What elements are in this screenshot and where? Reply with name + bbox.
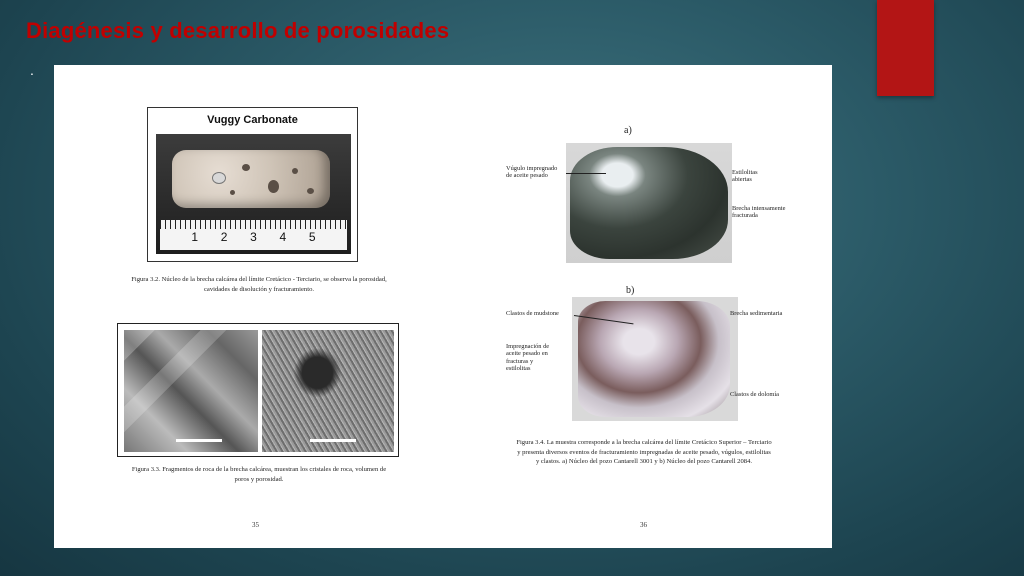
note-impregnacion xyxy=(506,343,549,373)
note-line: fracturada xyxy=(732,212,758,220)
ruler-ticks xyxy=(160,220,347,229)
rock-sample-a xyxy=(566,143,732,263)
note-line: Estilolitas xyxy=(732,169,758,176)
note-line: fracturas y xyxy=(506,357,534,365)
note-clastos-dolomia: Clastos de dolomía xyxy=(730,391,779,398)
scale-bar xyxy=(176,439,222,442)
leader-line xyxy=(566,173,606,174)
rock-sample-b xyxy=(572,297,738,421)
note-clastos-mudstone: Clastos de mudstone xyxy=(506,310,559,317)
core-sample xyxy=(172,150,330,208)
note-line: de aceite pesado xyxy=(506,172,548,180)
vuggy-carbonate-figure xyxy=(147,107,358,262)
note-line: aceite pesado en xyxy=(506,350,548,358)
caption-line: cavidades de disolución y fracturamiento. xyxy=(203,285,315,293)
slide-title: Diagénesis y desarrollo de porosidades xyxy=(26,18,450,43)
ruler-number: 5 xyxy=(308,230,316,244)
note-line: Brecha intensamente xyxy=(732,205,786,212)
core-photo xyxy=(156,134,351,254)
ruler-numbers xyxy=(160,230,347,244)
sem-porosity-image xyxy=(262,330,394,452)
note-vugulo xyxy=(506,165,557,180)
ruler xyxy=(160,220,347,250)
page-number-left: 35 xyxy=(252,521,259,529)
caption-line: poros y porosidad. xyxy=(234,475,284,483)
scanned-document-image xyxy=(54,65,832,548)
sem-crystals-image xyxy=(124,330,258,452)
note-estilolitas xyxy=(732,169,758,184)
figure-label-a: a) xyxy=(624,125,632,136)
bullet-marker: . xyxy=(30,62,34,78)
figure-3-3-caption xyxy=(94,465,424,484)
note-line: estilolitas xyxy=(506,365,531,373)
caption-line: Figura 3.2. Núcleo de la brecha calcárea del límite Cretácico - Terciario, se observa la porosidad, xyxy=(131,276,387,283)
figure-3-4-caption xyxy=(494,438,794,467)
figure-label-b: b) xyxy=(626,285,635,296)
ruler-number: 2 xyxy=(220,230,228,244)
page-number-right: 36 xyxy=(640,521,647,529)
scale-bar xyxy=(310,439,356,442)
ruler-number: 3 xyxy=(250,230,257,244)
caption-line: y presenta diversos eventos de fracturamiento impregnadas de aceite pesado, vúgulos, estilolitas xyxy=(517,448,771,456)
caption-line: Figura 3.4. La muestra corresponde a la brecha calcárea del límite Cretácico Superior – Terciario xyxy=(516,439,772,446)
accent-block xyxy=(877,0,934,96)
note-line: Impregnación de xyxy=(506,343,550,350)
note-line: abiertas xyxy=(732,176,752,184)
note-brecha-sedimentaria: Brecha sedimentaria xyxy=(730,310,783,317)
figure-3-2-caption xyxy=(94,275,424,294)
vuggy-figure-title: Vuggy Carbonate xyxy=(207,114,298,126)
sem-figure xyxy=(117,323,399,457)
rock-a-body xyxy=(570,147,728,259)
caption-line: Figura 3.3. Fragmentos de roca de la brecha calcárea, muestran los cristales de roca, volumen de xyxy=(131,466,387,473)
ruler-number: 4 xyxy=(279,230,287,244)
ruler-number: 1 xyxy=(191,230,199,244)
note-brecha-fracturada xyxy=(732,205,785,220)
note-line: Vúgulo impregnado xyxy=(506,165,558,172)
caption-line: y clastos. a) Núcleo del pozo Cantarell 3001 y b) Núcleo del pozo Cantarell 2084. xyxy=(535,458,753,465)
